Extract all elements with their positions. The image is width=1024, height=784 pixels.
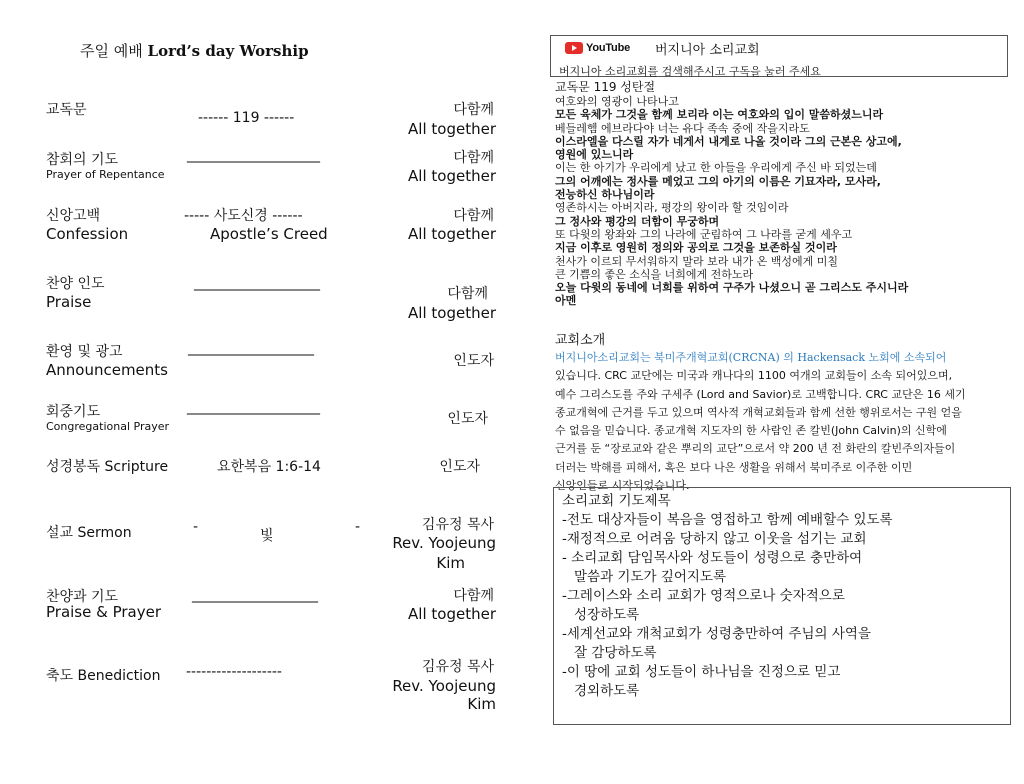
reading-line: 베들레헴 에브라다야 너는 유다 족속 중에 작을지라도 — [555, 121, 810, 135]
order-item-leader-en: Rev. Yoojeung — [392, 677, 496, 695]
reading-line: 모든 육체가 그것을 함께 보리라 이는 여호와의 입이 말씀하셨느니라 — [555, 108, 884, 122]
order-item-detail: __________________ — [194, 275, 320, 291]
order-item-label: 찬양과 기도 — [46, 589, 119, 605]
reading-heading: 교독문 119 성탄절 — [555, 80, 656, 94]
intro-line: 예수 그리스도를 주와 구세주 (Lord and Savior)로 고백합니다. CRC 교단은 16 세기 — [555, 387, 966, 401]
youtube-logo — [565, 42, 630, 54]
order-item-label: 회중기도 — [46, 404, 101, 420]
title-english: Lord’s day Worship — [147, 42, 309, 60]
reading-line: 큰 기쁨의 좋은 소식을 너희에게 전하노라 — [555, 267, 754, 281]
youtube-subscribe-note: 버지니아 소리교회를 검색해주시고 구독을 눌러 주세요 — [559, 65, 821, 78]
order-item-label: 교독문 — [46, 102, 87, 118]
order-item-leader: 인도자 — [439, 459, 480, 475]
order-item-detail: 요한복음 1:6-14 — [217, 459, 321, 475]
youtube-wordmark: YouTube — [586, 42, 631, 54]
reading-line: 영원에 있느니라 — [555, 148, 634, 162]
prayer-line: -전도 대상자들이 복음을 영접하고 함께 예배할수 있도록 — [562, 512, 893, 528]
reading-line: 여호와의 영광이 나타나고 — [555, 95, 679, 108]
order-item-leader-en: All together — [408, 605, 496, 623]
order-item-detail: ___________________ — [187, 147, 320, 163]
order-item-leader-en: All together — [408, 120, 496, 138]
order-item-leader: 김유정 목사 — [421, 517, 494, 533]
prayer-line: 잘 감당하도록 — [574, 645, 657, 661]
order-item-sublabel: Confession — [46, 225, 129, 243]
prayer-line: -그레이스와 소리 교회가 영적으로나 숫자적으로 — [562, 588, 845, 604]
reading-line: 전능하신 하나님이라 — [555, 188, 655, 202]
prayer-line: 경외하도록 — [574, 683, 640, 699]
order-item-leader: 다함께 — [447, 286, 488, 302]
order-item-sublabel: Prayer of Repentance — [46, 168, 165, 181]
youtube-banner — [550, 35, 1008, 77]
order-item-label: 찬양 인도 — [46, 276, 105, 292]
intro-line: 있습니다. CRC 교단에는 미국과 캐나다의 1100 여개의 교회들이 소속 되어있으며, — [555, 369, 953, 383]
order-item-detail: __________________ — [192, 587, 318, 603]
order-item-detail-en: Apostle’s Creed — [210, 225, 328, 243]
intro-line: 근거를 둔 “장로교와 같은 뿌리의 교단”으로서 약 200 년 전 화란의 칼빈주의자들이 — [555, 442, 956, 456]
order-item-label: 성경봉독 Scripture — [46, 459, 169, 475]
order-item-detail: ___________________ — [187, 399, 320, 415]
order-item-detail: ------ 119 ------ — [198, 110, 295, 126]
sermon-dash-left: - — [193, 519, 199, 535]
intro-line: 종교개혁에 근거를 두고 있으며 역사적 개혁교회들과 함께 선한 행위로서는 구원 얻을 — [555, 405, 962, 419]
order-item-label: 환영 및 광고 — [46, 344, 123, 360]
prayer-line: -재정적으로 어려움 당하지 않고 이웃을 섬기는 교회 — [562, 531, 867, 547]
sermon-dash-right: - — [355, 519, 361, 535]
reading-line: 아멘 — [555, 294, 577, 308]
page-title — [80, 40, 309, 61]
order-item-leader: 다함께 — [453, 208, 494, 224]
title-korean: 주일 예배 — [80, 42, 143, 60]
reading-line: 오늘 다윗의 동네에 너희를 위하여 구주가 나셨으니 곧 그리스도 주시니라 — [555, 281, 909, 295]
order-item-sublabel: Praise & Prayer — [46, 603, 161, 621]
reading-line: 지금 이후로 영원히 정의와 공의로 그것을 보존하실 것이라 — [555, 241, 837, 255]
reading-line: 영존하시는 아버지라, 평강의 왕이라 할 것임이라 — [555, 201, 789, 215]
reading-line: 또 다윗의 왕좌와 그의 나라에 군림하여 그 나라를 굳게 세우고 — [555, 227, 853, 241]
youtube-play-icon — [565, 42, 583, 54]
order-item-detail: ------------------- — [186, 664, 282, 680]
church-introduction — [555, 333, 1010, 495]
prayer-requests — [553, 487, 1011, 725]
reading-line: 그 정사와 평강의 더함이 무궁하며 — [555, 214, 720, 228]
intro-line: 수 없음을 믿습니다. 종교개혁 지도자의 한 사람인 존 칼빈(John Calvin)의 신학에 — [555, 424, 947, 438]
order-item-leader-en: Rev. Yoojeung — [392, 534, 496, 552]
order-item-detail: __________________ — [188, 340, 314, 356]
order-item-leader: 인도자 — [453, 353, 494, 369]
order-item-leader: 다함께 — [453, 150, 494, 166]
responsive-reading — [555, 80, 1005, 308]
prayer-line: - 소리교회 담임목사와 성도들이 성령으로 충만하여 — [562, 550, 863, 566]
order-item-label: 참회의 기도 — [46, 152, 119, 168]
order-item-leader-en: All together — [408, 304, 496, 322]
prayer-line: -이 땅에 교회 성도들이 하나님을 진정으로 믿고 — [562, 664, 841, 680]
order-item-leader-en: All together — [408, 167, 496, 185]
prayer-line: -세계선교와 개척교회가 성령충만하여 주님의 사역을 — [562, 626, 871, 642]
intro-line: 버지니아소리교회는 북미주개혁교회(CRCNA) 의 Hackensack 노회에 소속되어 — [555, 351, 947, 364]
prayer-line: 성장하도록 — [574, 607, 640, 623]
order-item-sublabel: Announcements — [46, 361, 168, 379]
sermon-title: 빛 — [260, 528, 274, 544]
order-item-label: 신앙고백 — [46, 208, 101, 224]
order-item-detail: ----- 사도신경 ------ — [184, 208, 303, 224]
intro-line: 신앙인들로 시작되었습니다. — [555, 479, 690, 493]
youtube-channel-name: 버지니아 소리교회 — [655, 43, 760, 58]
order-item-leader-en: All together — [408, 225, 496, 243]
prayer-heading: 소리교회 기도제목 — [562, 493, 671, 509]
intro-line: 더러는 박해를 피해서, 혹은 보다 나은 생활을 위해서 북미주로 이주한 이민 — [555, 460, 913, 474]
order-item-leader: 김유정 목사 — [421, 659, 494, 675]
order-item-leader: 다함께 — [453, 102, 494, 118]
reading-line: 이는 한 아기가 우리에게 났고 한 아들을 우리에게 주신 바 되었는데 — [555, 161, 877, 175]
intro-heading: 교회소개 — [555, 333, 606, 348]
order-item-label: 설교 Sermon — [46, 525, 132, 541]
order-item-sublabel: Praise — [46, 293, 92, 311]
order-item-sublabel: Congregational Prayer — [46, 420, 170, 433]
order-item-label: 축도 Benediction — [46, 668, 161, 684]
order-item-leader-en: Kim — [467, 695, 496, 713]
reading-line: 이스라엘을 다스릴 자가 네게서 내게로 나올 것이라 그의 근본은 상고에, — [555, 134, 902, 148]
order-item-leader: 다함께 — [453, 588, 494, 604]
order-item-leader: 인도자 — [447, 411, 488, 427]
reading-line: 그의 어깨에는 정사를 메었고 그의 아기의 이름은 기묘자라, 모사라, — [555, 174, 881, 188]
prayer-line: 말씀과 기도가 깊어지도록 — [574, 569, 727, 585]
order-item-leader-en: Kim — [436, 554, 465, 572]
reading-line: 천사가 이르되 무서워하지 말라 보라 내가 온 백성에게 미칠 — [555, 254, 838, 268]
